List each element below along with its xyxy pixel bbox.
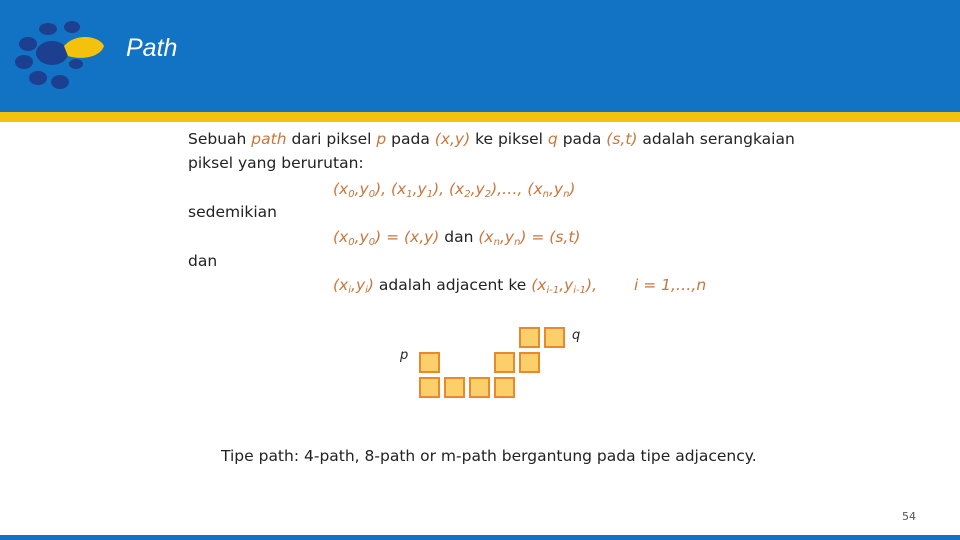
cond-sub: n	[493, 237, 500, 248]
cond-part: (x	[333, 228, 349, 246]
cond-part: (x	[333, 276, 349, 294]
text-segment: adalah serangkaian	[637, 130, 795, 148]
university-logo-icon	[14, 18, 110, 90]
label-p: p	[400, 348, 409, 363]
pixel-cell	[519, 327, 540, 348]
pixel-cell	[444, 377, 465, 398]
index-range: i = 1,…,n	[634, 276, 707, 294]
pixel-sequence	[333, 180, 575, 200]
word-sedemikian: sedemikian	[188, 203, 277, 221]
term-path: path	[251, 130, 287, 148]
cond-part: adalah adjacent ke	[373, 276, 532, 294]
cond-sub: i-1	[546, 285, 560, 296]
seq-part: ), (x	[433, 180, 465, 198]
text-segment: pada	[386, 130, 435, 148]
seq-sub: n	[563, 189, 570, 200]
definition-line-2: piksel yang berurutan:	[188, 154, 364, 172]
seq-sub: 0	[368, 189, 376, 200]
seq-part: (x	[333, 180, 349, 198]
cond-sub: i-1	[573, 285, 587, 296]
word-dan: dan	[188, 252, 218, 270]
seq-part: ,y	[412, 180, 427, 198]
footer-bar	[0, 535, 960, 540]
cond-part: ,y	[499, 228, 515, 246]
pixel-cell	[544, 327, 565, 348]
cond-part: (x	[531, 276, 547, 294]
label-q: q	[572, 328, 581, 343]
seq-part: ,y	[470, 180, 485, 198]
pixel-cell	[494, 377, 515, 398]
cond-part: ,y	[354, 228, 369, 246]
cond-part: ,y	[559, 276, 574, 294]
seq-part: ,y	[354, 180, 369, 198]
seq-part: )	[569, 180, 576, 198]
text-segment: Sebuah	[188, 130, 252, 148]
pixel-cell	[494, 352, 515, 373]
condition-endpoints	[333, 228, 580, 248]
seq-sub: 1	[406, 189, 413, 200]
cond-part: (x	[478, 228, 494, 246]
cond-sub: i	[365, 285, 368, 296]
pixel-cell	[419, 352, 440, 373]
seq-sub: 2	[484, 189, 492, 200]
seq-sub: 0	[348, 189, 355, 200]
coord-xy: (x,y)	[434, 130, 471, 148]
cond-sub: n	[514, 237, 521, 248]
definition-line-1	[188, 130, 795, 148]
cond-part: )	[367, 276, 374, 294]
pixel-cell	[519, 352, 540, 373]
cond-part: ) =	[520, 228, 550, 246]
seq-sub: 1	[426, 189, 434, 200]
cond-part: ),	[586, 276, 598, 294]
path-types-note: Tipe path: 4-path, 8-path or m-path bergantung pada tipe adjacency.	[221, 447, 757, 465]
cond-sub: i	[348, 285, 352, 296]
pixel-cell	[419, 377, 440, 398]
coord-st: (s,t)	[606, 130, 638, 148]
text-segment: ke piksel	[470, 130, 548, 148]
cond-part: ,y	[351, 276, 366, 294]
seq-part: ),…, (x	[491, 180, 543, 198]
seq-part: ,y	[548, 180, 564, 198]
var-q: q	[547, 130, 558, 148]
cond-part: (s,t)	[549, 228, 581, 246]
cond-sub: 0	[368, 237, 376, 248]
seq-part: ), (x	[375, 180, 407, 198]
cond-part: dan	[439, 228, 479, 246]
seq-sub: n	[542, 189, 549, 200]
condition-adjacent	[333, 276, 597, 296]
var-p: p	[376, 130, 387, 148]
text-segment: pada	[557, 130, 607, 148]
cond-part: ) =	[375, 228, 404, 246]
seq-sub: 2	[464, 189, 471, 200]
cond-part: (x,y)	[403, 228, 440, 246]
pixel-cell	[469, 377, 490, 398]
cond-sub: 0	[348, 237, 355, 248]
header-accent-stripe	[0, 112, 960, 122]
slide-title: Path	[126, 34, 178, 62]
text-segment: dari piksel	[286, 130, 377, 148]
page-number: 54	[902, 510, 916, 523]
